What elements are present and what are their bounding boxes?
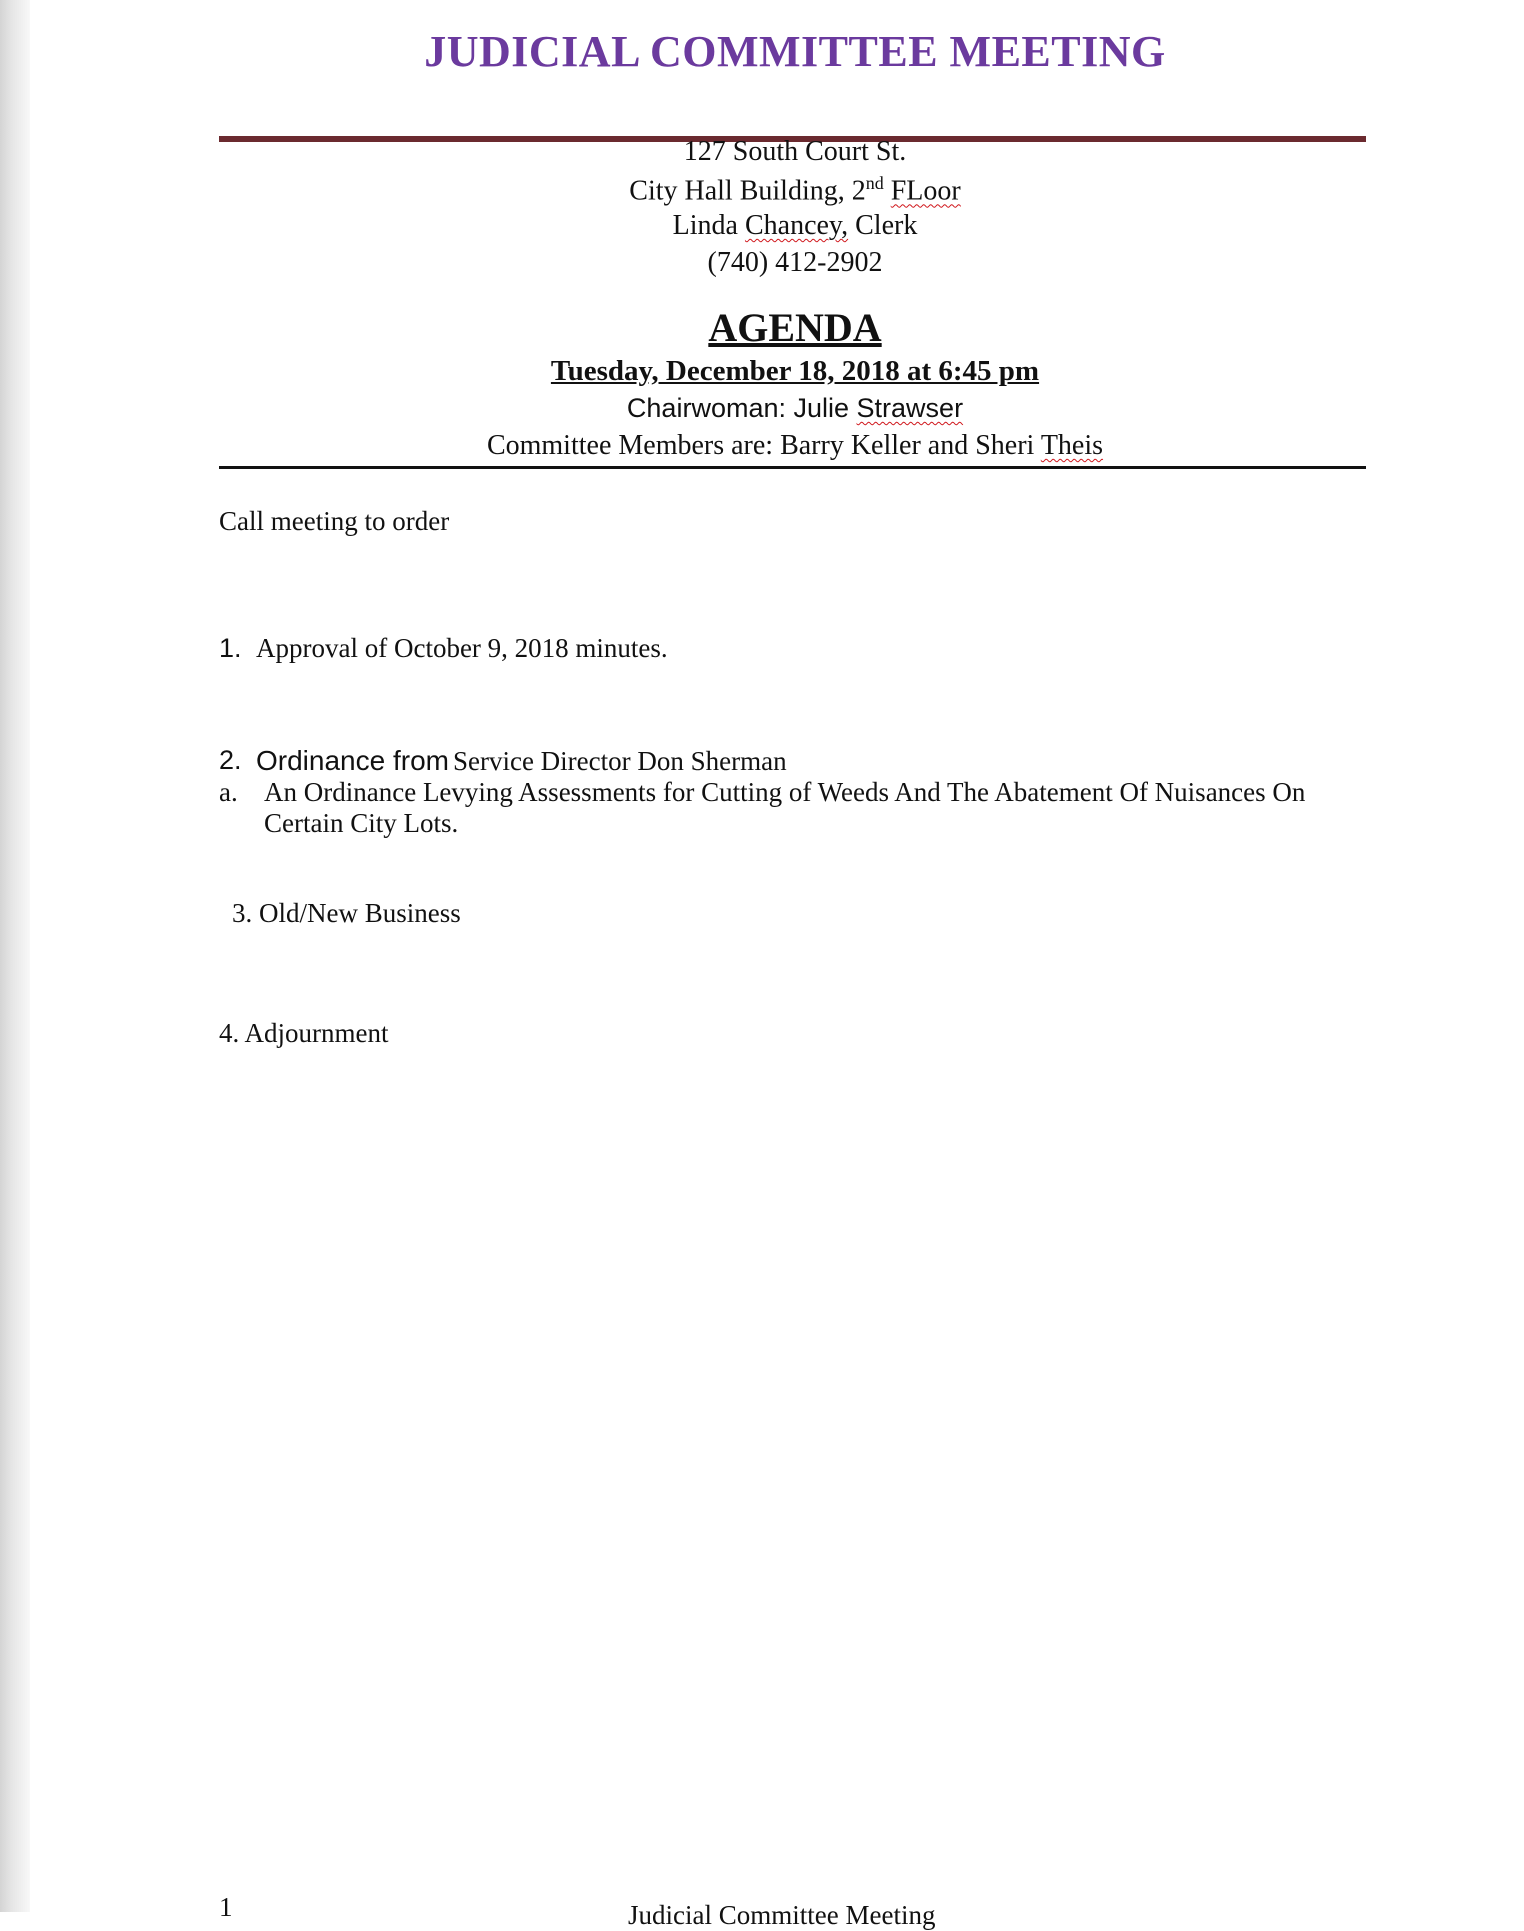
phone-line: (740) 412-2902 (707, 247, 883, 278)
building-line (0, 173, 1524, 207)
item2a-line1: An Ordinance Levying Assessments for Cutting of Weeds And The Abatement Of Nuisances On (264, 777, 1306, 807)
chair-prefix: Chairwoman: Julie (626, 393, 850, 423)
page-edge-shadow (0, 0, 30, 1912)
building-prefix: City Hall Building, 2 (629, 175, 866, 207)
item2-number: 2. (219, 745, 242, 775)
chair-line (0, 393, 1524, 424)
clerk-line (0, 210, 1524, 242)
item2a-letter: a. (219, 777, 238, 807)
members-last: Theis (1040, 430, 1104, 461)
building-superscript: nd (865, 173, 884, 193)
item1-number: 1. (219, 633, 242, 663)
meeting-date: Tuesday, December 18, 2018 at 6:45 pm (550, 355, 1040, 387)
document-title: JUDICIAL COMMITTEE MEETING (424, 27, 1166, 76)
building-floor: FLoor (890, 175, 961, 207)
item2a-line2: Certain City Lots. (264, 808, 459, 838)
agenda-heading: AGENDA (708, 305, 882, 350)
chair-last: Strawser (856, 393, 964, 423)
clerk-role: Clerk (855, 210, 918, 241)
members-line (0, 430, 1524, 462)
item2-rest: Service Director Don Sherman (452, 746, 787, 776)
page-number: 1 (219, 1892, 233, 1922)
clerk-first: Linda (672, 210, 738, 241)
members-prefix: Committee Members are: Barry Keller and Sheri (486, 430, 1035, 461)
item4: 4. Adjournment (219, 1018, 389, 1048)
item1-text: Approval of October 9, 2018 minutes. (256, 633, 668, 663)
item2-text (256, 745, 787, 777)
clerk-last: Chancey, (744, 210, 849, 241)
item2-lead: Ordinance from (256, 745, 449, 776)
address-line: 127 South Court St. (683, 136, 907, 167)
agenda-divider (219, 466, 1366, 469)
item3: 3. Old/New Business (232, 898, 461, 928)
call-to-order: Call meeting to order (219, 506, 450, 536)
footer-running-title: Judicial Committee Meeting (628, 1900, 936, 1930)
